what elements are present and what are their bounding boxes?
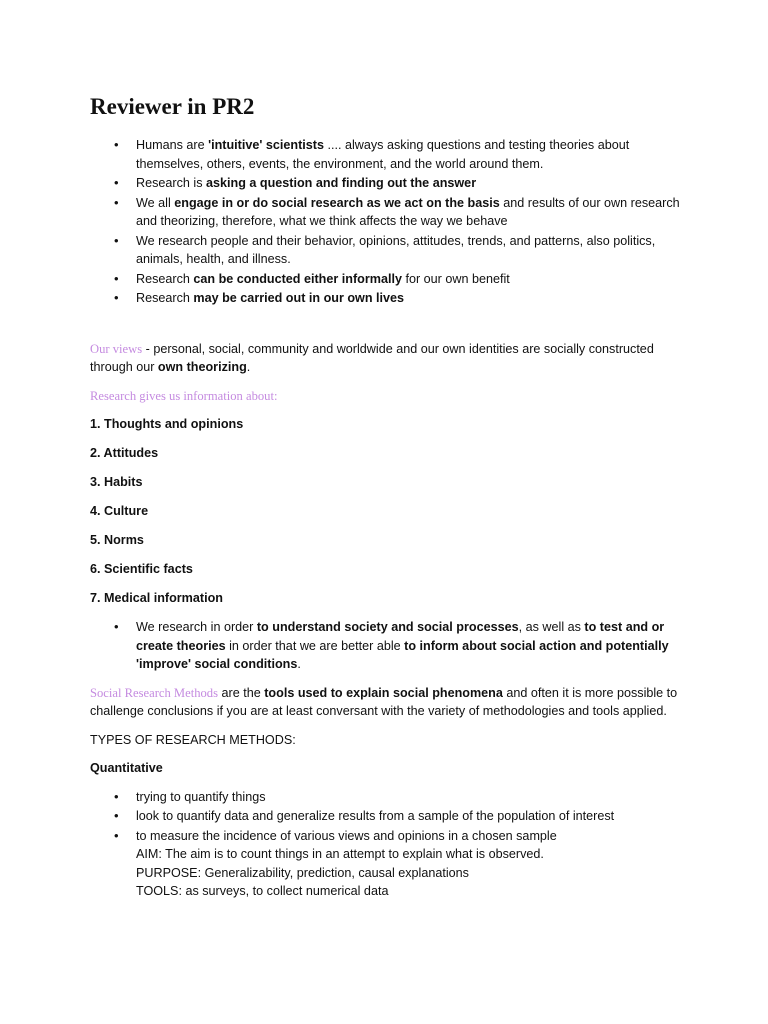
text-segment: . — [297, 657, 301, 671]
our-views-paragraph — [90, 340, 680, 377]
list-item — [136, 194, 680, 231]
list-item — [136, 270, 680, 289]
purpose-bullet-list — [90, 618, 680, 674]
list-item — [136, 289, 680, 308]
types-heading: TYPES OF RESEARCH METHODS: — [90, 732, 296, 747]
social-methods-label: Social Research Methods — [90, 685, 219, 700]
quantitative-bullet-list — [90, 788, 680, 901]
text-segment: We research in order — [136, 620, 257, 634]
intro-bullet-list — [90, 136, 680, 308]
numbered-item: 5. Norms — [90, 533, 144, 547]
our-views-bold: own theorizing — [157, 360, 247, 374]
numbered-list — [90, 415, 680, 608]
numbered-item: 7. Medical information — [90, 591, 223, 605]
numbered-item: 3. Habits — [90, 475, 143, 489]
text-segment: for our own benefit — [401, 271, 510, 286]
list-item — [136, 136, 680, 173]
bold-text: may be carried out in our own lives — [193, 291, 405, 305]
our-views-end: . — [246, 360, 251, 374]
quantitative-heading: Quantitative — [90, 761, 163, 775]
text-segment: Research is — [136, 176, 206, 190]
bold-text: engage in or do social research as we act on the basis — [174, 195, 500, 210]
numbered-item: 6. Scientific facts — [90, 562, 193, 576]
social-methods-end: and often it is more possible to challenge conclusions if you are at least conversant with the variety of methodologies and tools applied. — [90, 685, 678, 718]
text-segment: .... always asking questions and testing theories about themselves, others, events, the environment, and the world around them. — [136, 138, 630, 171]
list-item — [136, 788, 680, 807]
list-item — [136, 827, 680, 901]
list-item — [136, 174, 680, 193]
bold-text: to inform about social action and potentially 'improve' social conditions — [136, 638, 669, 671]
quantitative-detail: PURPOSE: Generalizability, prediction, causal explanations — [136, 865, 469, 880]
numbered-item: 4. Culture — [90, 504, 149, 518]
social-methods-bold: tools used to explain social phenomena — [264, 685, 503, 700]
quantitative-detail: AIM: The aim is to count things in an attempt to explain what is observed. — [136, 847, 544, 861]
list-item — [136, 807, 680, 826]
text-segment: , as well as — [518, 620, 585, 634]
text-segment: Humans are — [136, 138, 209, 152]
our-views-text: - personal, social, community and worldwide and our own identities are socially constructed through our — [90, 341, 654, 374]
numbered-item: 1. Thoughts and opinions — [90, 417, 244, 431]
text-segment: We all — [136, 195, 175, 210]
research-gives-heading: Research gives us information about: — [90, 388, 278, 403]
list-item — [136, 232, 680, 269]
bold-text: can be conducted either informally — [193, 271, 402, 286]
bold-text: to understand society and social processes — [256, 620, 519, 634]
social-methods-paragraph — [90, 684, 680, 721]
social-methods-text: are the — [218, 685, 265, 700]
text-segment: We research people and their behavior, opinions, attitudes, trends, and patterns, also politics, animals, health, and illness. — [136, 233, 656, 266]
our-views-label: Our views — [90, 341, 143, 356]
text-segment: trying to quantify things — [136, 789, 266, 804]
document-title: Reviewer in PR2 — [90, 94, 255, 119]
quantitative-detail: TOOLS: as surveys, to collect numerical data — [136, 884, 389, 898]
bold-text: 'intuitive' scientists — [208, 138, 324, 152]
text-segment: Research — [136, 291, 194, 305]
text-segment: in order that we are better able — [225, 638, 405, 653]
text-segment: look to quantify data and generalize results from a sample of the population of interest — [136, 809, 615, 823]
numbered-item: 2. Attitudes — [90, 446, 159, 460]
text-segment: Research — [136, 271, 194, 286]
text-segment: to measure the incidence of various views and opinions in a chosen sample — [136, 828, 557, 843]
list-item — [136, 618, 680, 674]
document-page — [90, 90, 680, 902]
bold-text: asking a question and finding out the answer — [206, 176, 477, 190]
text-segment: and results of our own research and theorizing, therefore, what we think affects the way we behave — [136, 195, 680, 228]
bold-text: to test and or create theories — [136, 620, 665, 653]
